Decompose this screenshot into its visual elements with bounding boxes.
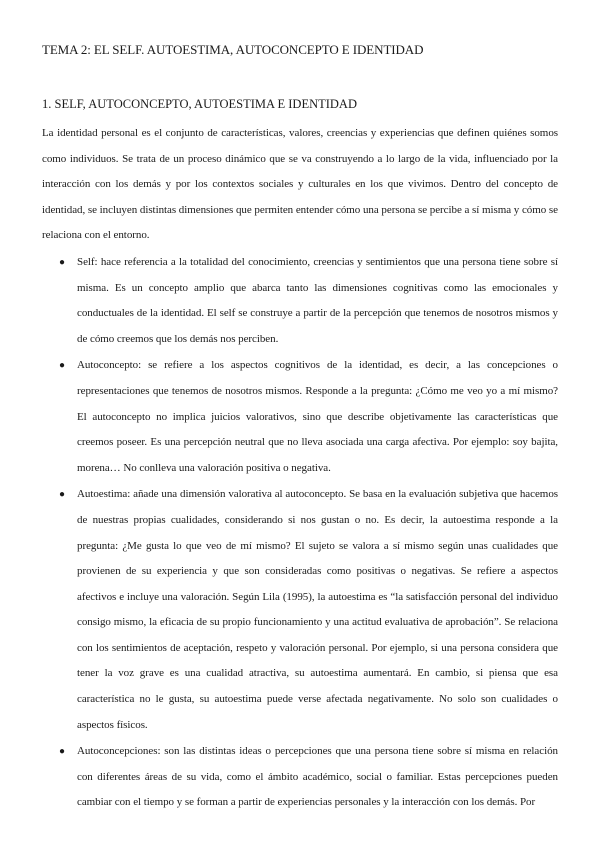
definition-list	[42, 250, 558, 816]
definition-item-autoestima	[42, 482, 558, 738]
definition-text: Autoconcepciones: son las distintas ideas o percepciones que una persona tiene sobre sí misma en relación con diferentes áreas de su vida, como el ámbito académico, social o familiar. Estas percepciones pueden cambiar con el tiempo y se forman a partir de experiencias personales y la interacción con los demás. Por	[77, 745, 558, 809]
bullet-icon: ●	[59, 746, 65, 758]
definition-item-autoconcepto	[42, 353, 558, 481]
definition-item-self	[42, 250, 558, 352]
bullet-icon: ●	[59, 360, 65, 372]
definition-item-autoconcepciones	[42, 739, 558, 816]
intro-paragraph: La identidad personal es el conjunto de características, valores, creencias y experiencias que definen quiénes somos como individuos. Se trata de un proceso dinámico que se va construyendo a lo largo de la vida, influenciado por la interacción con los demás y por los contextos sociales y culturales en los que vivimos. Dentro del concepto de identidad, se incluyen distintas dimensiones que permiten entender cómo una persona se percibe a sí misma y cómo se relaciona con el entorno.	[42, 127, 558, 242]
definition-text: Self: hace referencia a la totalidad del conocimiento, creencias y sentimientos que una persona tiene sobre sí misma. Es un concepto amplio que abarca tanto las dimensiones cognitivas como las emocionales y conductuales de la identidad. El self se construye a partir de la percepción que tenemos de nosotros mismos y de cómo creemos que los demás nos perciben.	[77, 255, 558, 345]
document-title: TEMA 2: EL SELF. AUTOESTIMA, AUTOCONCEPTO E IDENTIDAD	[42, 42, 424, 57]
definition-text: Autoconcepto: se refiere a los aspectos cognitivos de la identidad, es decir, a las concepciones o representaciones que tenemos de nosotros mismos. Responde a la pregunta: ¿Cómo me veo yo a mí mismo? El autoconcepto no implica juicios valorativos, sino que describe objetivamente las características que creemos poseer. Es una percepción neutral que no lleva asociada una carga afectiva. Por ejemplo: soy bajita, morena… No conlleva una valoración positiva o negativa.	[77, 359, 558, 474]
definition-text: Autoestima: añade una dimensión valorativa al autoconcepto. Se basa en la evaluación subjetiva que hacemos de nuestras propias cualidades, considerando si nos gustan o no. Es decir, la autoestima responde a la pregunta: ¿Me gusta lo que veo de mí mismo? El sujeto se valora a sí mismo según unas cualidades que provienen de su experiencia y que son consideradas como positivas o negativas. Se refiere a aspectos afectivos e incluye una valoración. Según Lila (1995), la autoestima es “la satisfacción personal del individuo consigo mismo, la eficacia de su propio funcionamiento y una actitud evaluativa de aprobación”. Se relaciona con los sentimientos de aceptación, respeto y valoración personal. Por ejemplo, si una persona considera que tener la voz grave es una cualidad atractiva, su autoestima aumentará. En cambio, si piensa que esa característica no le gusta, su autoestima puede verse afectada negativamente. No solo son cualidades o aspectos físicos.	[77, 488, 558, 731]
bullet-icon: ●	[59, 256, 65, 268]
section-heading: 1. SELF, AUTOCONCEPTO, AUTOESTIMA E IDENTIDAD	[42, 97, 357, 111]
bullet-icon: ●	[59, 489, 65, 501]
